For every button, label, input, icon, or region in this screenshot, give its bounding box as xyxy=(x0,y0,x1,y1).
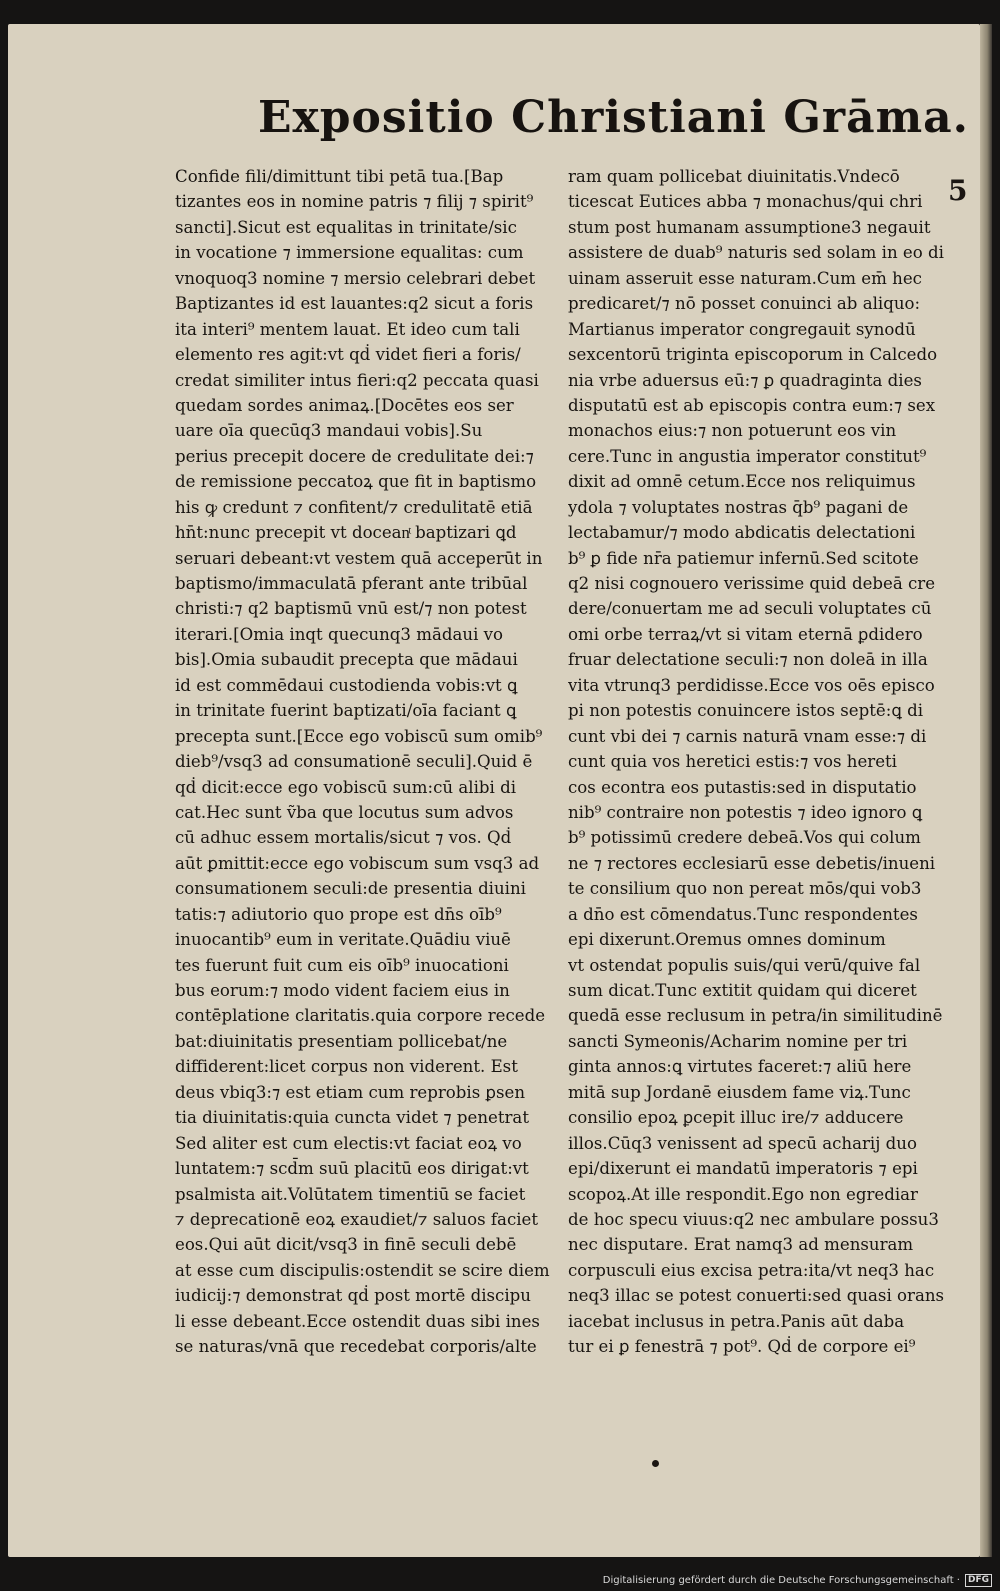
text-line: Martianus imperator congregauit synodū xyxy=(568,319,916,339)
page-edge xyxy=(980,24,992,1557)
text-line: his ꝙ credunt ⁊ confitent/⁊ credulitatē etiā xyxy=(175,497,533,517)
text-line: omi orbe terraꝝ/vt si vitam eternā ꝑdidero xyxy=(568,624,923,644)
text-line: tur ei ꝑ fenestrā ⁊ pot⁹. Qḋ de corpore ei⁹ xyxy=(568,1337,916,1357)
text-line: inuocantib⁹ eum in veritate.Quādiu viuē xyxy=(175,930,511,950)
text-line: at esse cum discipulis:ostendit se scire diem xyxy=(175,1260,550,1280)
text-line: nec disputare. Erat namq3 ad mensuram xyxy=(568,1235,914,1255)
folio-number: 5 xyxy=(948,174,968,207)
text-line: aūt ꝑmittit:ecce ego vobiscum sum vsq3 ad xyxy=(175,853,540,873)
text-line: dere/conuertam me ad seculi voluptates cū xyxy=(568,599,932,619)
text-line: luntatem:⁊ scd̄m suū placitū eos dirigat:vt xyxy=(175,1159,529,1179)
text-line: fruar delectatione seculi:⁊ non doleā in illa xyxy=(568,650,928,670)
text-line: quedā esse reclusum in petra/in similitudinē xyxy=(568,1006,943,1026)
text-line: ydola ⁊ voluptates nostras q̄b⁹ pagani de xyxy=(568,497,909,517)
text-line: epi dixerunt.Oremus omnes dominum xyxy=(568,930,886,950)
funding-footer xyxy=(603,1574,992,1587)
text-line: tia diuinitatis:quia cuncta videt ⁊ penetrat xyxy=(175,1108,529,1128)
text-line: Baptizantes id est lauantes:q2 sicut a foris xyxy=(175,294,534,314)
text-line: seruari debeant:vt vestem quā acceperūt in xyxy=(175,548,543,568)
text-line: corpusculi eius excisa petra:ita/vt neq3 hac xyxy=(568,1260,935,1280)
text-line: epi/dixerunt ei mandatū imperatoris ⁊ epi xyxy=(568,1159,918,1179)
text-line: vnoquoq3 nomine ⁊ mersio celebrari debet xyxy=(175,268,536,288)
text-line: Confide fili/dimittunt tibi petā tua.[Bap xyxy=(175,167,504,186)
text-line: lectabamur/⁊ modo abdicatis delectationi xyxy=(568,523,916,543)
text-line: scopoꝝ.At ille respondit.Ego non egrediar xyxy=(568,1184,918,1204)
text-line: sexcentorū triginta episcoporum in Calcedo xyxy=(568,345,938,365)
text-line: de remissione peccatoꝝ que fit in baptismo xyxy=(175,472,537,492)
text-line: illos.Cūq3 venissent ad specū acharij duo xyxy=(568,1133,917,1153)
text-line: disputatū est ab episcopis contra eum:⁊ sex xyxy=(568,395,936,415)
text-line: se naturas/vnā que recedebat corporis/alte xyxy=(175,1337,537,1357)
text-line: iudicij:⁊ demonstrat qḋ post mortē discipu xyxy=(175,1286,531,1306)
text-line: uare oīa quecūq3 mandaui vobis].Su xyxy=(175,421,483,441)
signature-dot xyxy=(652,1460,659,1467)
text-line: perius precepit docere de credulitate dei:⁊ xyxy=(175,446,534,466)
text-line: bus eorum:⁊ modo vident faciem eius in xyxy=(175,981,510,1000)
text-line: in trinitate fuerint baptizati/oīa faciant ꝗ xyxy=(175,701,517,721)
text-line: credat similiter intus fieri:q2 peccata quasi xyxy=(175,370,539,390)
text-line: q2 nisi cognouero verissime quid debeā cre xyxy=(568,574,936,593)
text-line: consumationem seculi:de presentia diuini xyxy=(175,879,526,899)
text-line: de hoc specu viuus:q2 nec ambulare possu3 xyxy=(568,1209,939,1229)
text-line: monachos eius:⁊ non potuerunt eos vin xyxy=(568,421,897,441)
text-line: ginta annos:ꝗ virtutes faceret:⁊ aliū here xyxy=(568,1057,912,1077)
text-line: mitā sup Jordanē eiusdem fame viꝝ.Tunc xyxy=(568,1082,911,1102)
text-line: contēplatione claritatis.quia corpore recede xyxy=(175,1006,546,1026)
text-line: nib⁹ contraire non potestis ⁊ ideo ignoro ꝗ xyxy=(568,802,923,822)
text-line: b⁹ ꝑ fide nr̄a patiemur infernū.Sed scitote xyxy=(568,548,919,568)
book-page xyxy=(8,24,980,1557)
right-text-column xyxy=(568,164,950,1360)
text-line: b⁹ potissimū credere debeā.Vos qui colum xyxy=(568,828,921,848)
text-line: cos econtra eos putastis:sed in disputatio xyxy=(568,777,917,797)
text-line: qḋ dicit:ecce ego vobiscū sum:cū alibi di xyxy=(175,777,517,797)
text-line: sancti].Sicut est equalitas in trinitate/sic xyxy=(175,217,517,237)
text-line: sum dicat.Tunc extitit quidam qui diceret xyxy=(568,981,917,1000)
text-line: uinam asseruit esse naturam.Cum em̄ hec xyxy=(568,268,922,288)
text-line: elemento res agit:vt qḋ videt fieri a foris/ xyxy=(175,345,521,365)
text-line: iacebat inclusus in petra.Panis aūt daba xyxy=(568,1311,905,1331)
text-line: ram quam pollicebat diuinitatis.Vndecō xyxy=(568,167,900,186)
text-line: stum post humanam assumptione3 negauit xyxy=(568,217,931,237)
text-line: diffiderent:licet corpus non viderent. Est xyxy=(175,1057,518,1077)
left-text-column xyxy=(175,164,557,1360)
text-line: vita vtrunq3 perdidisse.Ecce vos oēs episco xyxy=(568,675,935,695)
text-line: sancti Symeonis/Acharim nomine per tri xyxy=(568,1031,908,1051)
text-line: precepta sunt.[Ecce ego vobiscū sum omib⁹ xyxy=(175,726,543,746)
text-line: nia vrbe aduersus eū:⁊ ꝑ quadraginta dies xyxy=(568,370,922,390)
text-line: ticescat Eutices abba ⁊ monachus/qui chri xyxy=(568,192,923,212)
text-line: ne ⁊ rectores ecclesiarū esse debetis/inueni xyxy=(568,853,936,873)
text-line: te consilium quo non pereat mōs/qui vob3 xyxy=(568,879,922,899)
text-line: consilio epoꝝ ꝑcepit illuc ire/⁊ adducere xyxy=(568,1108,904,1128)
text-line: ita interi⁹ mentem lauat. Et ideo cum tali xyxy=(175,319,520,339)
dfg-logo: DFG xyxy=(965,1574,992,1587)
text-line: cunt vbi dei ⁊ carnis naturā vnam esse:⁊ di xyxy=(568,726,927,746)
text-line: cere.Tunc in angustia imperator constitut⁹ xyxy=(568,446,927,466)
text-line: baptismo/immaculatā pferant ante tribūal xyxy=(175,574,528,593)
text-line: christi:⁊ q2 baptismū vnū est/⁊ non potest xyxy=(175,599,527,619)
text-line: vt ostendat populis suis/qui verū/quive fal xyxy=(568,955,921,975)
text-line: cunt quia vos heretici estis:⁊ vos hereti xyxy=(568,752,897,772)
text-line: quedam sordes animaꝝ.[Docētes eos ser xyxy=(175,395,514,415)
text-line: predicaret/⁊ nō posset conuinci ab aliquo: xyxy=(568,294,921,314)
text-line: cat.Hec sunt ṽba que locutus sum advos xyxy=(175,802,514,822)
page-title: Expositio Christiani Grāma. xyxy=(258,92,969,143)
text-line: cū adhuc essem mortalis/sicut ⁊ vos. Qḋ xyxy=(175,828,512,848)
text-line: dixit ad omnē cetum.Ecce nos reliquimus xyxy=(568,472,916,492)
text-line: Sed aliter est cum electis:vt faciat eoꝝ vo xyxy=(175,1133,522,1153)
text-line: tatis:⁊ adiutorio quo prope est dn̄s oīb⁹ xyxy=(175,904,502,924)
footer-text: Digitalisierung gefördert durch die Deutsche Forschungsgemeinschaft · xyxy=(602,1575,960,1586)
text-line: id est commēdaui custodienda vobis:vt ꝗ xyxy=(175,675,518,695)
text-line: assistere de duab⁹ naturis sed solam in eo di xyxy=(568,243,944,263)
text-line: pi non potestis conuincere istos septē:ꝗ di xyxy=(568,701,924,721)
text-line: deus vbiq3:⁊ est etiam cum reprobis ꝑsen xyxy=(175,1082,526,1102)
text-line: li esse debeant.Ecce ostendit duas sibi ines xyxy=(175,1311,540,1331)
text-line: hn̄t:nunc precepit vt doceanͭ baptizari ꝗd xyxy=(175,523,517,543)
text-line: tes fuerunt fuit cum eis oīb⁹ inuocationi xyxy=(175,955,509,975)
text-line: a dn̄o est cōmendatus.Tunc respondentes xyxy=(568,904,918,924)
text-line: neq3 illac se potest conuerti:sed quasi orans xyxy=(568,1286,945,1306)
text-line: ⁊ deprecationē eoꝝ exaudiet/⁊ saluos faciet xyxy=(175,1209,539,1229)
text-line: tizantes eos in nomine patris ⁊ filij ⁊ spirit⁹ xyxy=(175,192,534,212)
text-line: bis].Omia subaudit precepta que mādaui xyxy=(175,650,518,670)
text-line: dieb⁹/vsq3 ad consumationē seculi].Quid ē xyxy=(175,752,533,772)
text-line: eos.Qui aūt dicit/vsq3 in finē seculi debē xyxy=(175,1235,517,1255)
text-line: psalmista ait.Volūtatem timentiū se faciet xyxy=(175,1184,526,1204)
text-line: in vocatione ⁊ immersione equalitas: cum xyxy=(175,243,524,263)
text-line: iterari.[Omia inqt quecunq3 mādaui vo xyxy=(175,624,504,644)
text-line: bat:diuinitatis presentiam pollicebat/ne xyxy=(175,1031,508,1051)
